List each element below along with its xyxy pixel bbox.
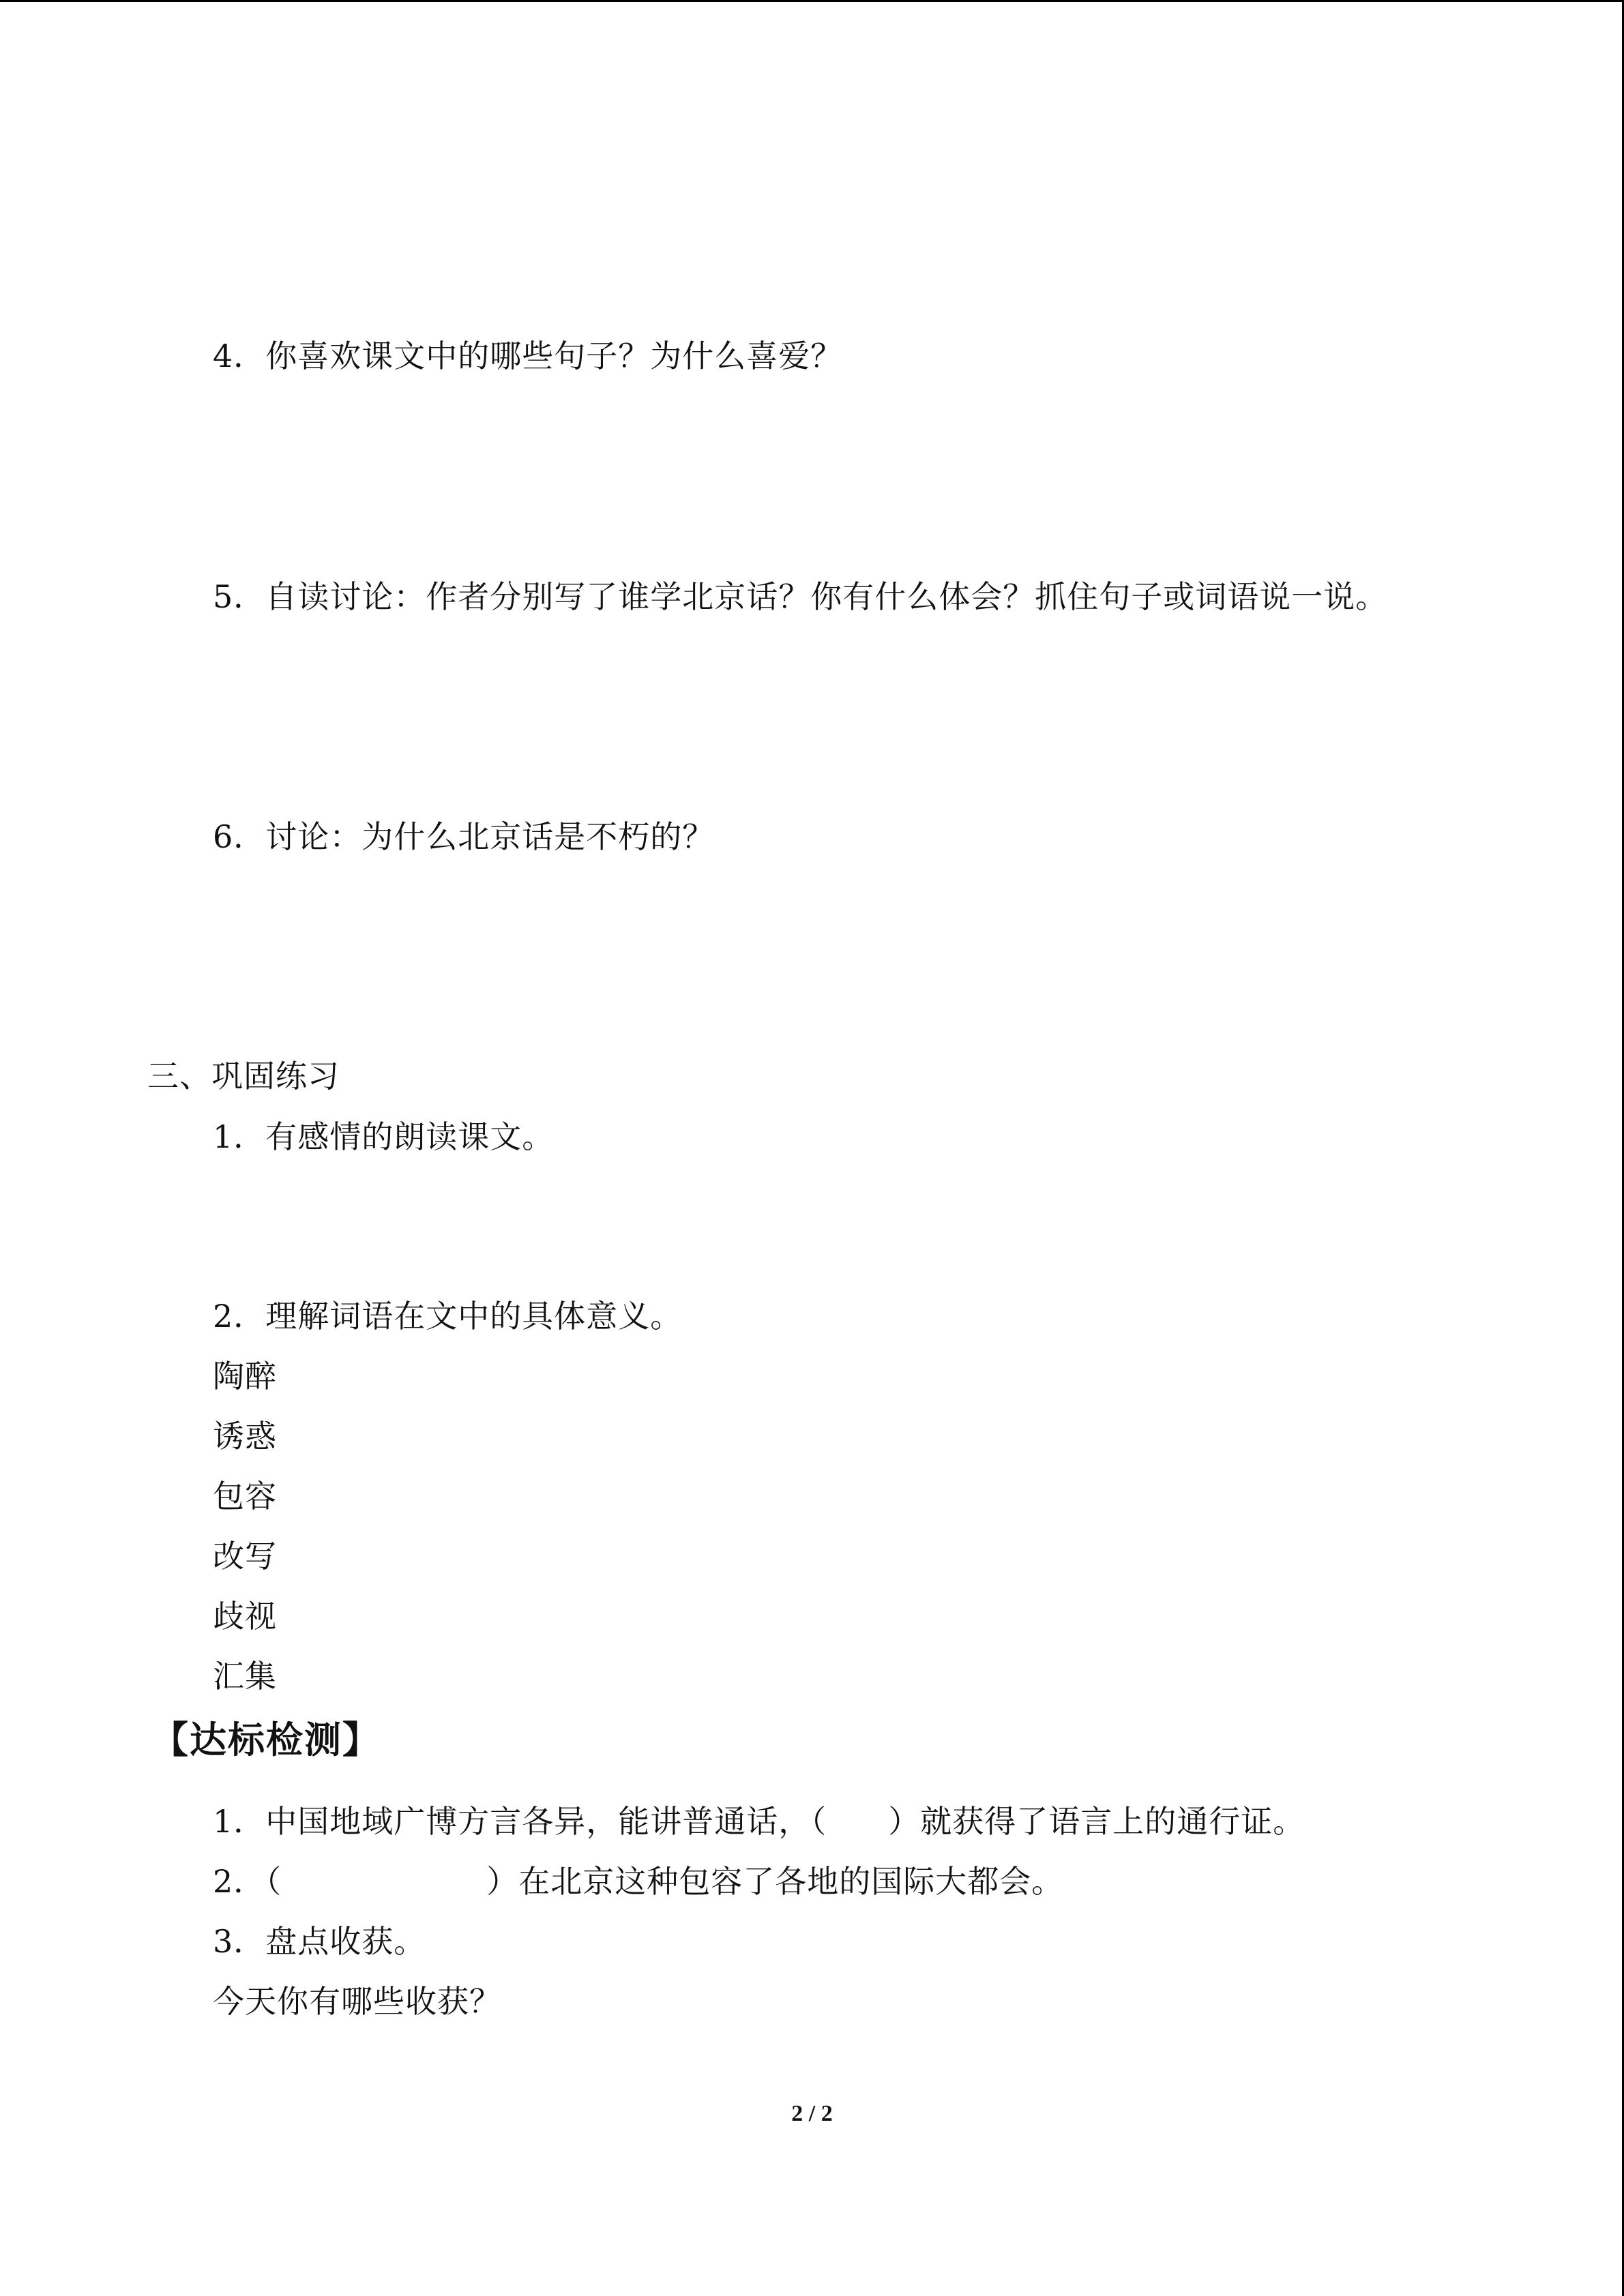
- assessment-item-2-text-after: ）在北京这种包容了各地的国际大都会。: [486, 1863, 1064, 1900]
- assessment-heading: 【达标检测】: [151, 1718, 381, 1761]
- section-title-consolidation: 三、巩固练习: [147, 1058, 340, 1094]
- assessment-item-2-text-before: 2．（: [213, 1863, 282, 1900]
- question-6: 6．讨论：为什么北京话是不朽的？: [213, 818, 715, 855]
- question-4: 4．你喜欢课文中的哪些句子？为什么喜爱？: [213, 338, 843, 374]
- vocab-word: 歧视: [213, 1598, 277, 1635]
- exercise-item-2: 2．理解词语在文中的具体意义。: [213, 1298, 683, 1335]
- assessment-item-1-text-before: 1．中国地域广博方言各异，能讲普通话，（: [213, 1803, 827, 1840]
- vocab-word: 汇集: [213, 1658, 277, 1695]
- assessment-item-3-prompt: 今天你有哪些收获？: [213, 1983, 501, 2020]
- exercise-item-1: 1．有感情的朗读课文。: [213, 1118, 555, 1155]
- assessment-item-1-text-after: ）就获得了语言上的通行证。: [888, 1803, 1305, 1840]
- page-number: 2 / 2: [791, 2101, 833, 2126]
- page-border-top: [0, 0, 1624, 2]
- assessment-item-1: [213, 1801, 1305, 1842]
- assessment-item-2: [213, 1861, 1063, 1902]
- vocab-word: 陶醉: [213, 1358, 277, 1395]
- vocab-word: 包容: [213, 1478, 277, 1515]
- question-5: 5．自读讨论：作者分别写了谁学北京话？你有什么体会？抓住句子或词语说一说。: [213, 578, 1388, 615]
- vocab-word: 改写: [213, 1538, 277, 1575]
- vocab-word: 诱惑: [213, 1418, 277, 1455]
- assessment-item-3: 3．盘点收获。: [213, 1923, 426, 1960]
